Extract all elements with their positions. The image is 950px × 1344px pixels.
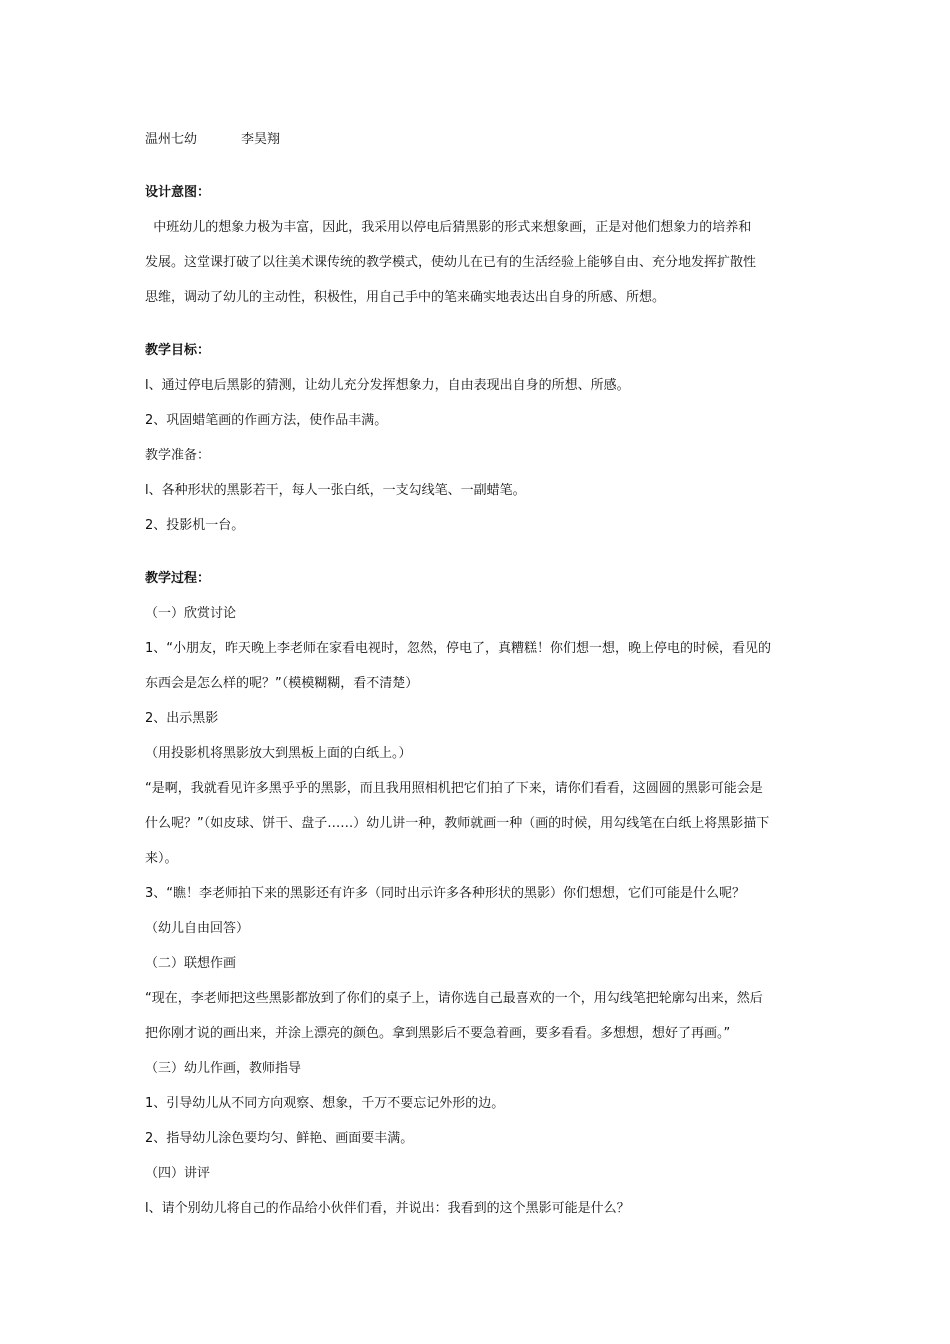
process-line: 来）。 bbox=[145, 851, 178, 866]
goal-item: 2、巩固蜡笔画的作画方法，使作品丰满。 bbox=[145, 413, 388, 428]
process-line: （一）欣赏讨论 bbox=[145, 606, 237, 621]
process-heading: 教学过程： bbox=[145, 571, 211, 586]
design-intent-line: 发展。这堂课打破了以往美术课传统的教学模式，使幼儿在已有的生活经验上能够自由、充分地发挥扩散性 bbox=[145, 255, 757, 270]
process-line: 把你刚才说的画出来，并涂上漂亮的颜色。拿到黑影后不要急着画，要多看看。多想想，想好了再画。” bbox=[145, 1026, 731, 1041]
goal-item: l、通过停电后黑影的猜测，让幼儿充分发挥想象力，自由表现出自身的所想、所感。 bbox=[145, 378, 630, 393]
process-line: （幼儿自由回答） bbox=[145, 921, 250, 936]
process-line: （二）联想作画 bbox=[145, 956, 237, 971]
preparation-item: 2、投影机一台。 bbox=[145, 518, 245, 533]
author-name: 李昊翔 bbox=[241, 132, 281, 147]
process-line: （四）讲评 bbox=[145, 1166, 211, 1181]
process-line: （三）幼儿作画，教师指导 bbox=[145, 1061, 302, 1076]
process-line: l、请个别幼儿将自己的作品给小伙伴们看，并说出：我看到的这个黑影可能是什么？ bbox=[145, 1201, 630, 1216]
process-line: 2、指导幼儿涂色要均匀、鲜艳、画面要丰满。 bbox=[145, 1131, 414, 1146]
preparation-heading: 教学准备： bbox=[145, 448, 211, 463]
process-line: “现在，李老师把这些黑影都放到了你们的桌子上，请你选自己最喜欢的一个，用勾线笔把轮廓勾出来，然后 bbox=[145, 991, 763, 1006]
school-name: 温州七幼 bbox=[145, 132, 198, 147]
document-body bbox=[145, 122, 810, 1226]
goals-heading: 教学目标： bbox=[145, 343, 211, 358]
design-intent-heading: 设计意图： bbox=[145, 185, 211, 200]
process-line: 1、“小朋友，昨天晚上李老师在家看电视时，忽然，停电了，真糟糕！你们想一想，晚上停电的时候，看见的 bbox=[145, 641, 772, 656]
process-line: 1、引导幼儿从不同方向观察、想象，千万不要忘记外形的边。 bbox=[145, 1096, 505, 1111]
process-line: “是啊，我就看见许多黑乎乎的黑影，而且我用照相机把它们拍了下来，请你们看看，这圆圆的黑影可能会是 bbox=[145, 781, 763, 796]
process-line: 3、“瞧！李老师拍下来的黑影还有许多（同时出示许多各种形状的黑影）你们想想，它们可能是什么呢？ bbox=[145, 886, 746, 901]
process-line: 2、出示黑影 bbox=[145, 711, 219, 726]
process-line: 东西会是怎么样的呢？”（模模糊糊，看不清楚） bbox=[145, 676, 419, 691]
design-intent-line: 思维，调动了幼儿的主动性，积极性，用自己手中的笔来确实地表达出自身的所感、所想。 bbox=[145, 290, 666, 305]
header-line bbox=[145, 122, 810, 157]
design-intent-line: 中班幼儿的想象力极为丰富，因此，我采用以停电后猜黑影的形式来想象画，正是对他们想象力的培养和 bbox=[145, 220, 752, 235]
process-line: 什么呢？”（如皮球、饼干、盘子……）幼儿讲一种，教师就画一种（画的时候，用勾线笔在白纸上将黑影描下 bbox=[145, 816, 770, 831]
preparation-item: l、各种形状的黑影若干，每人一张白纸，一支勾线笔、一副蜡笔。 bbox=[145, 483, 526, 498]
process-line: （用投影机将黑影放大到黑板上面的白纸上。） bbox=[145, 746, 412, 761]
